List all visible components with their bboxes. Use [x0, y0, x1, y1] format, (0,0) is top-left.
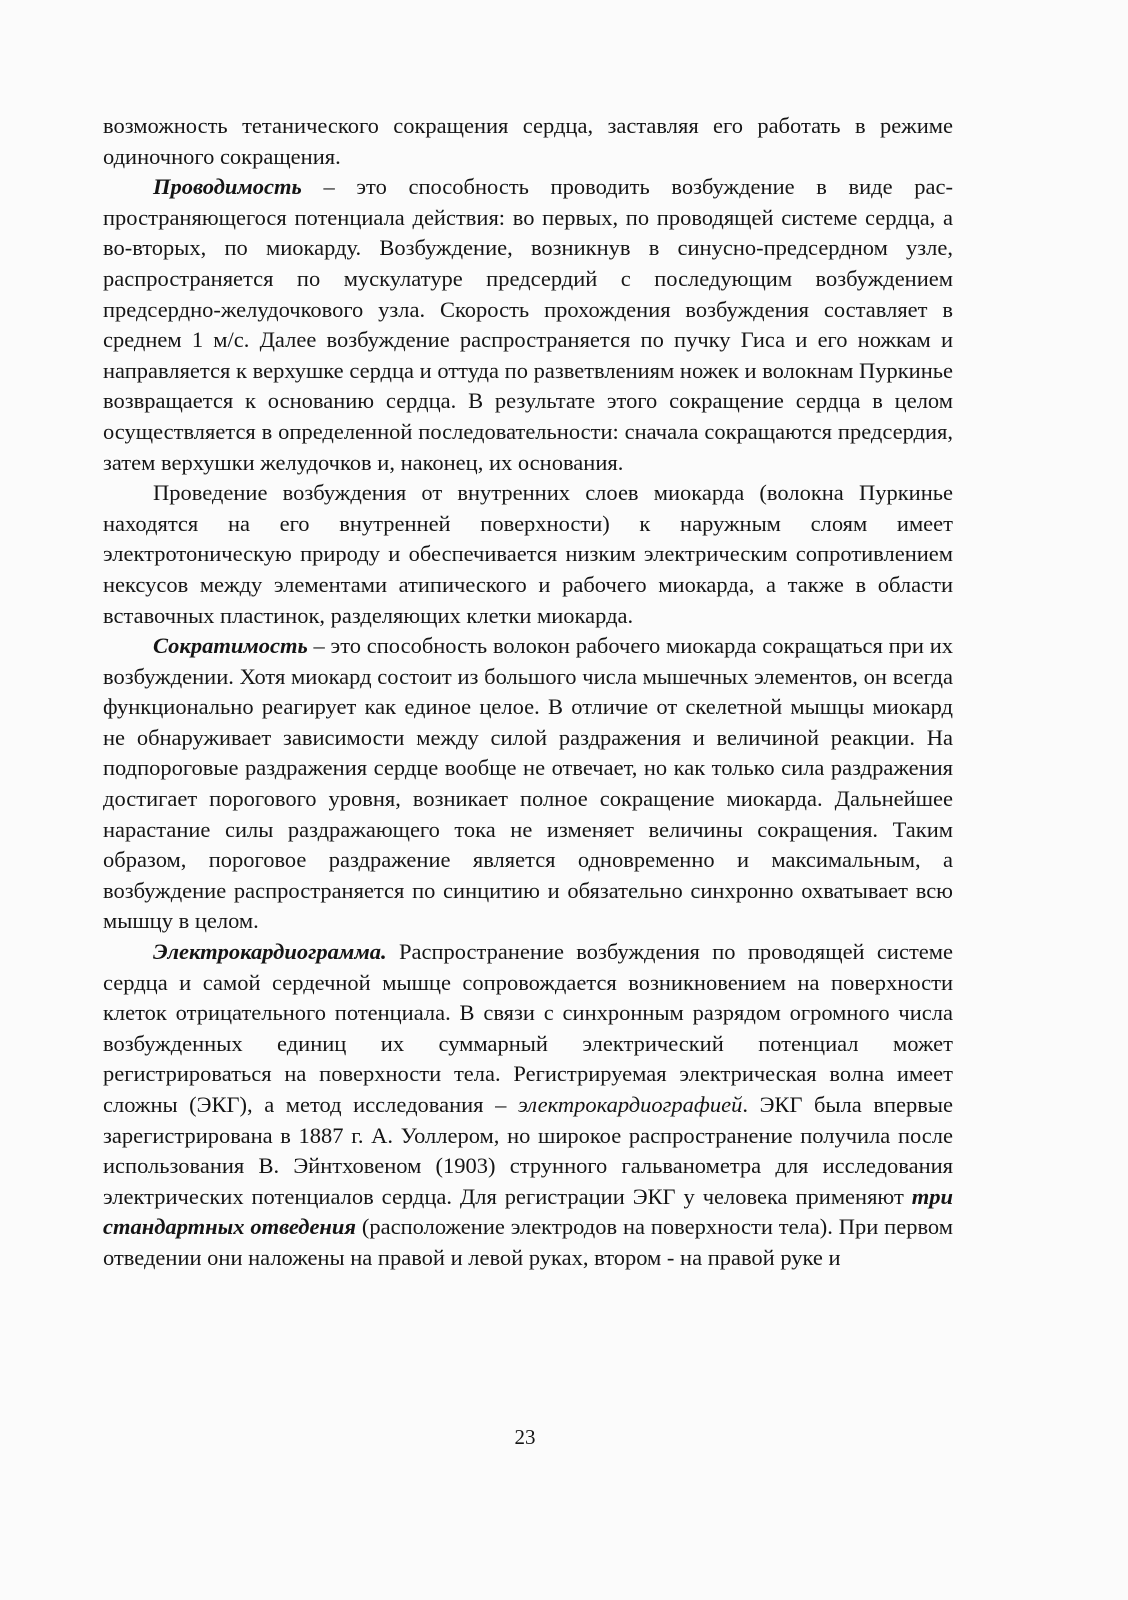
paragraph-conductivity: [103, 172, 953, 478]
paragraph-continuation: [103, 111, 953, 172]
page-number: 23: [514, 1425, 536, 1449]
italic-term-electrocardiography: электрокардиографией: [517, 1092, 743, 1117]
term-ecg: Электрокардиограмма.: [153, 939, 387, 965]
paragraph-text: возможность тетанического сокращения сердца, заставляя его работать в режиме одиночного сокращения.: [103, 113, 953, 169]
term-contractility: Сократимость: [153, 633, 308, 659]
page-body-text: [103, 111, 953, 1274]
paragraph-contractility: [103, 631, 953, 937]
paragraph-text: – это способность волокон рабочего миокарда сокращаться при их возбуждении. Хотя миокард состоит из большого числа мышечных элементов, он всегда функционально реагирует как единое целое. В отличие от скелетной мышцы миокард не обнаруживает зависимости между силой раздражения и величиной реакции. На подпороговые раздражения сердце вообще не отвечает, но как только сила раздражения достигает порогового уровня, возникает полное сокращение миокарда. Дальнейшее нарастание силы раздражающего тока не изменяет величины сокращения. Таким образом, пороговое раздражение является одновременно и максимальным, а возбуждение распространяется по синцитию и обязательно синхронно охватывает всю мышцу в целом.: [103, 633, 953, 934]
paragraph-text: Распространение возбуждения по проводящей системе сердца и самой сердечной мышце сопровождается возникновением на поверхности клеток отрицательного потенциала. В связи с синхронным разрядом огромного числа возбужденных единиц их суммарный электрический потенциал может регистрироваться на поверхности тела. Регистрируемая электрическая волна имеет сложны (ЭКГ), а метод исследования –: [103, 939, 953, 1117]
paragraph-text: – это способность проводить возбуждение в виде распространяющегося потенциала действия: во первых, по проводящей системе сердца, а во-вторых, по миокарду. Возбуждение, возникнув в синусно-предсердном узле, распространяется по мускулатуре предсердий с последующим возбуждением предсердно-желудочкового узла. Скорость прохождения возбуждения составляет в среднем 1 м/с. Далее возбуждение распространяется по пучку Гиса и его ножкам и направляется к верхушке сердца и оттуда по разветвлениям ножек и волокнам Пуркинье возвращается к основанию сердца. В результате этого сокращение сердца в целом осуществляется в определенной последовательности: сначала сокращаются предсердия, затем верхушки желудочков и, наконец, их основания.: [103, 174, 953, 475]
paragraph-ecg: [103, 937, 953, 1274]
term-conductivity: Проводимость: [153, 174, 302, 200]
paragraph-conduction-layers: [103, 478, 953, 631]
paragraph-text: Проведение возбуждения от внутренних слоев миокарда (волокна Пуркинье находятся на его внутренней поверхности) к наружным слоям имеет электротоническую природу и обеспечивается низким электрическим сопротивлением нексусов между элементами атипического и рабочего миокарда, а также в области вставочных пластинок, разделяющих клетки миокарда.: [103, 480, 953, 628]
paragraph-text: . ЭКГ была впервые зарегистрирована в 1887 г. А. Уоллером, но широкое распространение получила после использования В. Эйнтховеном (1903) струнного гальванометра для исследования электрических потенциалов сердца. Для регистрации ЭКГ у человека применяют: [103, 1092, 953, 1209]
italic-term-standard-leads: три стандартных отведения: [103, 1183, 953, 1240]
paragraph-text: (расположение электродов на поверхности тела). При первом отведении они наложены на правой и левой руках, втором - на правой руке и: [103, 1214, 953, 1270]
